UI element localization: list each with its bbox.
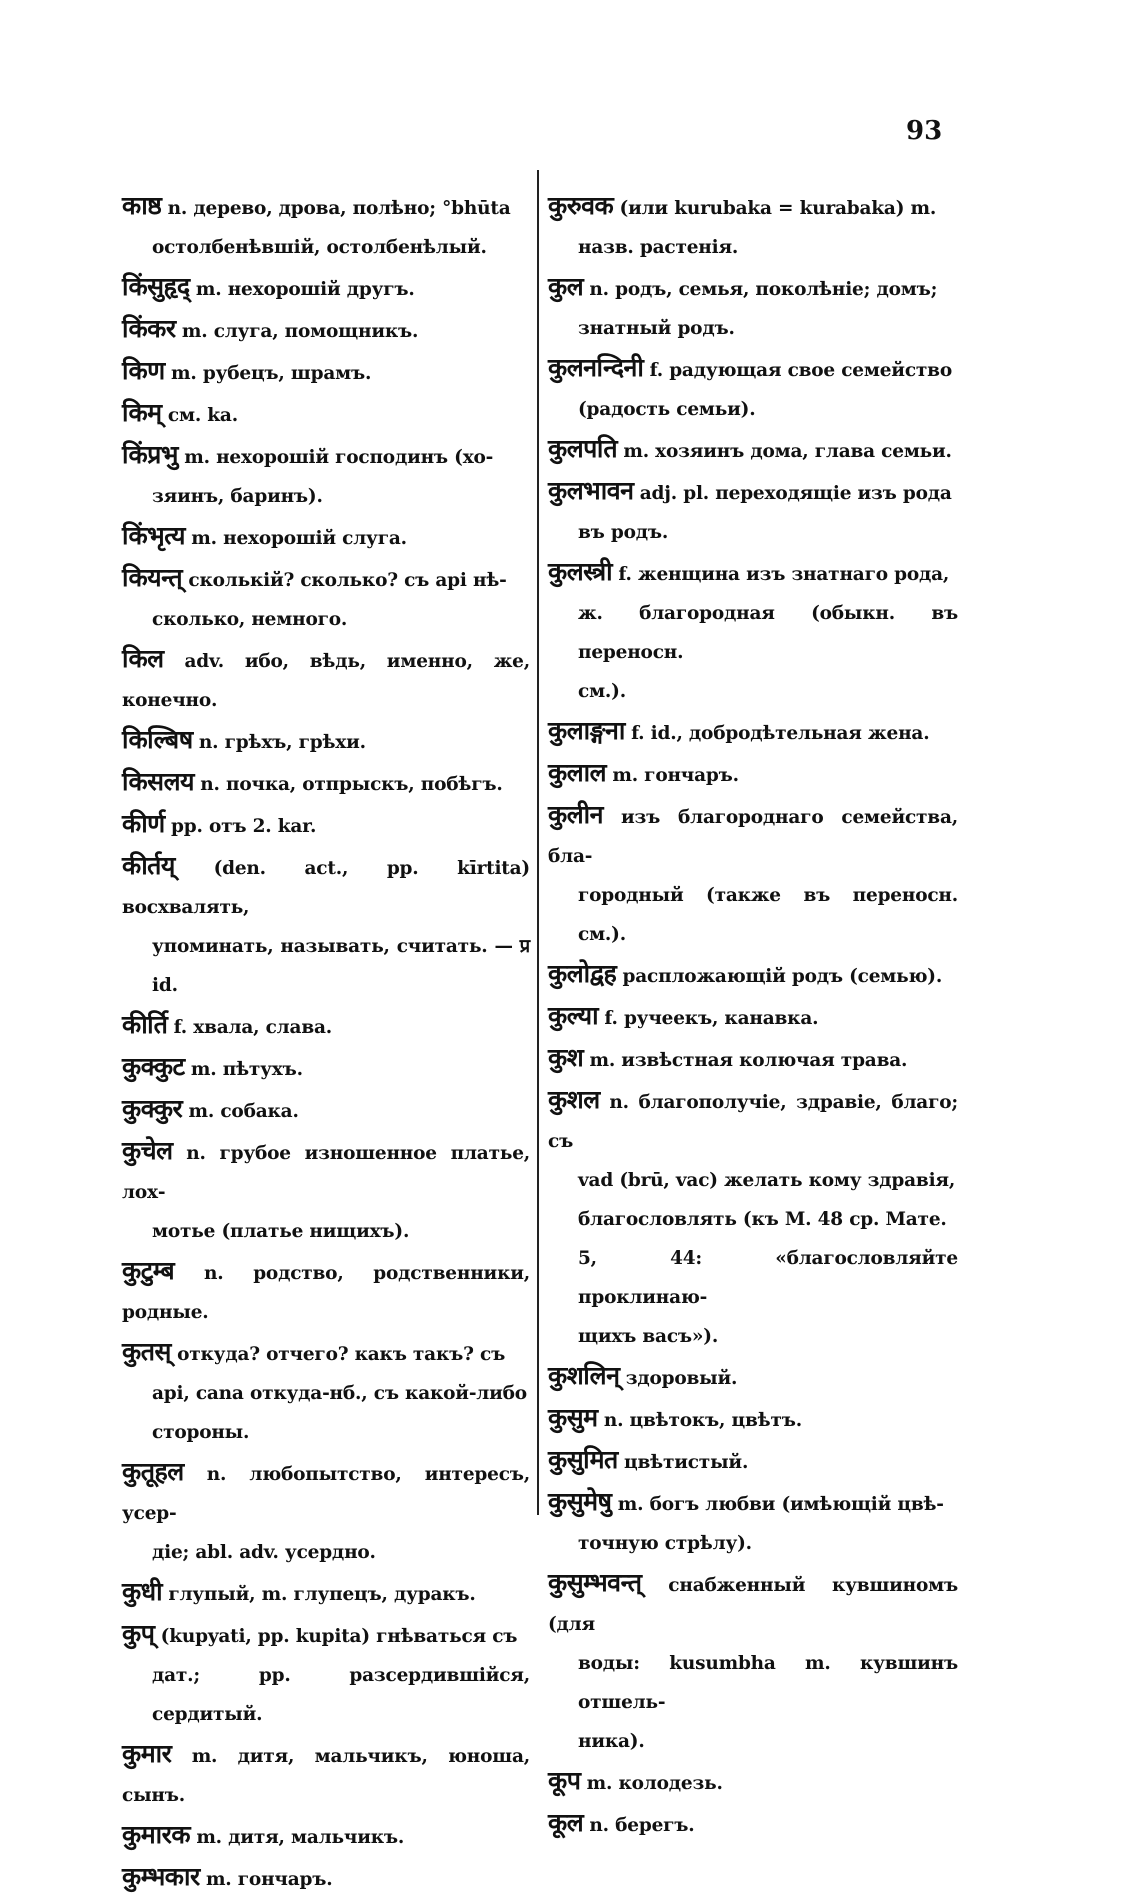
dictionary-entry bbox=[122, 1857, 530, 1899]
dictionary-entry bbox=[548, 1563, 958, 1761]
entry-definition: f. ручеекъ, канавка. bbox=[604, 1008, 819, 1029]
entry-headword: कुलोद्वह bbox=[548, 959, 617, 988]
entry-headword: कुल bbox=[548, 272, 584, 301]
entry-definition: m. извѣстная колючая трава. bbox=[589, 1050, 908, 1071]
entry-headword: कुशलिन् bbox=[548, 1361, 620, 1390]
dictionary-entry bbox=[548, 471, 958, 552]
entry-definition: глупый, m. глупецъ, дуракъ. bbox=[168, 1584, 476, 1605]
entry-definition-continuation: дат.; pp. разсердившійся, сердитый. bbox=[152, 1665, 530, 1725]
entry-headword: कुश bbox=[548, 1043, 584, 1072]
entry-definition-continuation: воды: kusumbha m. кувшинъ отшель- bbox=[578, 1653, 958, 1713]
entry-definition: n. грубое изношенное платье, лох- bbox=[122, 1143, 530, 1203]
entry-definition: f. радующая свое семейство bbox=[649, 360, 952, 381]
entry-definition: m. колодезь. bbox=[586, 1773, 723, 1794]
entry-definition-continuation: см.). bbox=[578, 681, 626, 702]
entry-headword: कूल bbox=[548, 1808, 584, 1837]
entry-headword: कुतस् bbox=[122, 1337, 171, 1366]
dictionary-entry bbox=[122, 1815, 530, 1857]
dictionary-entry bbox=[548, 753, 958, 795]
dictionary-entry bbox=[122, 1131, 530, 1251]
dictionary-entry bbox=[122, 393, 530, 435]
entry-headword: किल्बिष bbox=[122, 725, 193, 754]
dictionary-entry bbox=[548, 996, 958, 1038]
dictionary-entry bbox=[548, 552, 958, 711]
entry-definition: n. грѣхъ, грѣхи. bbox=[198, 732, 366, 753]
column-divider bbox=[537, 170, 539, 1515]
entry-definition: здоровый. bbox=[625, 1368, 738, 1389]
entry-headword: किंभृत्य bbox=[122, 521, 186, 550]
entry-definition: откуда? отчего? какъ такъ? съ bbox=[177, 1344, 506, 1365]
entry-headword: कुरुवक bbox=[548, 191, 614, 220]
entry-headword: कुप् bbox=[122, 1619, 155, 1648]
dictionary-entry bbox=[548, 1761, 958, 1803]
dictionary-entry bbox=[548, 1038, 958, 1080]
entry-definition: снабженный кувшиномъ (для bbox=[548, 1575, 958, 1635]
entry-definition-continuation: назв. растенія. bbox=[578, 237, 739, 258]
entry-definition: f. женщина изъ знатнаго рода, bbox=[618, 564, 950, 585]
entry-definition-continuation: стороны. bbox=[152, 1422, 250, 1443]
entry-headword: कुधी bbox=[122, 1577, 163, 1606]
entry-headword: कीर्तय् bbox=[122, 851, 175, 880]
entry-definition: m. нехорошій другъ. bbox=[195, 279, 415, 300]
dictionary-entry bbox=[548, 1803, 958, 1845]
dictionary-entry bbox=[122, 1332, 530, 1452]
dictionary-entry bbox=[548, 267, 958, 348]
entry-definition: (или kurubaka = kurabaka) m. bbox=[619, 198, 937, 219]
dictionary-entry bbox=[122, 846, 530, 1005]
entry-definition: распложающій родъ (семью). bbox=[622, 966, 943, 987]
entry-headword: कुमार bbox=[122, 1739, 172, 1768]
dictionary-entry bbox=[122, 267, 530, 309]
dictionary-entry bbox=[122, 1572, 530, 1614]
entry-definition: m. слуга, помощникъ. bbox=[181, 321, 419, 342]
entry-headword: कुलनन्दिनी bbox=[548, 353, 644, 382]
dictionary-entry bbox=[122, 762, 530, 804]
entry-definition: n. благополучіе, здравіе, благо; съ bbox=[548, 1092, 958, 1152]
dictionary-entry bbox=[548, 1398, 958, 1440]
entry-headword: कुलाङ्गना bbox=[548, 716, 625, 745]
entry-definition-continuation: 5, 44: «благословляйте проклинаю- bbox=[578, 1248, 958, 1308]
entry-headword: कुल्या bbox=[548, 1001, 599, 1030]
entry-headword: कुशल bbox=[548, 1085, 600, 1114]
entry-definition: n. родъ, семья, поколѣніе; домъ; bbox=[589, 279, 938, 300]
entry-headword: किण bbox=[122, 356, 165, 385]
entry-definition-continuation: упоминать, называть, считать. — प्र id. bbox=[152, 936, 530, 996]
entry-headword: कुसुम bbox=[548, 1403, 598, 1432]
entry-headword: कुचेल bbox=[122, 1136, 173, 1165]
entry-definition-continuation: городный (также въ переносн. см.). bbox=[578, 885, 958, 945]
entry-definition: m. дитя, мальчикъ, юноша, сынъ. bbox=[122, 1746, 530, 1806]
dictionary-entry bbox=[122, 804, 530, 846]
entry-definition: m. богъ любви (имѣющій цвѣ- bbox=[617, 1494, 944, 1515]
entry-headword: कुतूहल bbox=[122, 1457, 184, 1486]
dictionary-entry bbox=[548, 711, 958, 753]
entry-headword: कुलीन bbox=[548, 800, 604, 829]
entry-headword: कुसुमित bbox=[548, 1445, 618, 1474]
dictionary-entry bbox=[548, 954, 958, 996]
entry-definition: сколькій? сколько? съ api нѣ- bbox=[188, 570, 507, 591]
dictionary-entry bbox=[122, 516, 530, 558]
entry-definition-continuation: благословлять (къ M. 48 ср. Мате. bbox=[578, 1209, 947, 1230]
entry-headword: काष्ठ bbox=[122, 191, 162, 220]
entry-headword: कुम्भकार bbox=[122, 1862, 200, 1891]
entry-headword: कुटुम्ब bbox=[122, 1256, 175, 1285]
entry-definition: m. рубецъ, шрамъ. bbox=[171, 363, 372, 384]
dictionary-entry bbox=[122, 1452, 530, 1572]
entry-definition: n. любопытство, интересъ, усер- bbox=[122, 1464, 530, 1524]
entry-headword: कुसुम्भवन्त् bbox=[548, 1568, 642, 1597]
entry-headword: किम् bbox=[122, 398, 162, 427]
dictionary-entry bbox=[122, 435, 530, 516]
entry-headword: कुलस्त्री bbox=[548, 557, 613, 586]
entry-definition-continuation: точную стрѣлу). bbox=[578, 1533, 752, 1554]
dictionary-entry bbox=[122, 351, 530, 393]
entry-definition: n. почка, отпрыскъ, побѣгъ. bbox=[200, 774, 503, 795]
entry-definition: m. нехорошій слуга. bbox=[191, 528, 407, 549]
entry-definition: n. цвѣтокъ, цвѣтъ. bbox=[603, 1410, 802, 1431]
dictionary-entry bbox=[122, 1734, 530, 1815]
entry-headword: कुमारक bbox=[122, 1820, 191, 1849]
entry-headword: कुलाल bbox=[548, 758, 607, 787]
entry-definition: f. id., добродѣтельная жена. bbox=[631, 723, 930, 744]
entry-definition-continuation: діе; abl. adv. усердно. bbox=[152, 1542, 376, 1563]
entry-headword: कुलभावन bbox=[548, 476, 634, 505]
entry-definition: цвѣтистый. bbox=[624, 1452, 749, 1473]
entry-definition: изъ благороднаго семейства, бла- bbox=[548, 807, 958, 867]
entry-definition: см. ka. bbox=[167, 405, 238, 426]
dictionary-entry bbox=[122, 1614, 530, 1734]
dictionary-entry bbox=[122, 1005, 530, 1047]
left-column bbox=[122, 186, 530, 1899]
dictionary-entry bbox=[548, 348, 958, 429]
entry-definition: adv. ибо, вѣдь, именно, же, конечно. bbox=[122, 651, 530, 711]
entry-definition: (kupyati, pp. kupita) гнѣваться съ bbox=[160, 1626, 518, 1647]
entry-definition: n. дерево, дрова, полѣно; °bhūta bbox=[167, 198, 511, 219]
entry-definition: m. гончаръ. bbox=[612, 765, 739, 786]
entry-headword: कुक्कुर bbox=[122, 1094, 183, 1123]
entry-definition: adj. pl. переходящіе изъ рода bbox=[639, 483, 952, 504]
entry-definition: f. хвала, слава. bbox=[173, 1017, 332, 1038]
dictionary-entry bbox=[548, 429, 958, 471]
dictionary-entry bbox=[122, 1089, 530, 1131]
page-number: 93 bbox=[906, 116, 943, 146]
dictionary-entry bbox=[122, 1251, 530, 1332]
dictionary-entry bbox=[548, 1356, 958, 1398]
dictionary-entry bbox=[548, 795, 958, 954]
entry-headword: कुलपति bbox=[548, 434, 618, 463]
entry-headword: किंकर bbox=[122, 314, 176, 343]
entry-headword: कूप bbox=[548, 1766, 581, 1795]
entry-definition: m. хозяинъ дома, глава семьи. bbox=[623, 441, 952, 462]
entry-definition-continuation: щихъ васъ»). bbox=[578, 1326, 719, 1347]
entry-definition-continuation: (радость семьи). bbox=[578, 399, 756, 420]
entry-definition-continuation: vad (brū, vac) желать кому здравія, bbox=[578, 1170, 956, 1191]
dictionary-entry bbox=[122, 720, 530, 762]
entry-definition-continuation: зяинъ, баринъ). bbox=[152, 486, 323, 507]
dictionary-entry bbox=[122, 639, 530, 720]
entry-headword: कीर्ण bbox=[122, 809, 165, 838]
dictionary-entry bbox=[548, 1482, 958, 1563]
dictionary-entry bbox=[122, 1047, 530, 1089]
entry-headword: किंप्रभु bbox=[122, 440, 178, 469]
entry-definition: m. пѣтухъ. bbox=[190, 1059, 303, 1080]
entry-definition: m. нехорошій господинъ (хо- bbox=[184, 447, 494, 468]
entry-definition: pp. отъ 2. kar. bbox=[171, 816, 317, 837]
entry-definition: (den. act., pp. kīrtita) восхвалять, bbox=[122, 858, 530, 918]
right-column bbox=[548, 186, 958, 1845]
dictionary-entry bbox=[548, 186, 958, 267]
entry-definition-continuation: api, cana откуда-нб., съ какой-либо bbox=[152, 1383, 527, 1404]
dictionary-entry bbox=[122, 309, 530, 351]
dictionary-entry bbox=[548, 1440, 958, 1482]
entry-definition: n. берегъ. bbox=[589, 1815, 695, 1836]
dictionary-entry bbox=[122, 186, 530, 267]
entry-headword: किल bbox=[122, 644, 164, 673]
entry-headword: किंसुहृद् bbox=[122, 272, 190, 301]
entry-definition-continuation: въ родъ. bbox=[578, 522, 669, 543]
entry-definition: n. родство, родственники, родные. bbox=[122, 1263, 530, 1323]
dictionary-entry bbox=[122, 558, 530, 639]
entry-headword: कुसुमेषु bbox=[548, 1487, 612, 1516]
entry-definition-continuation: мотье (платье нищихъ). bbox=[152, 1221, 410, 1242]
entry-definition-continuation: ника). bbox=[578, 1731, 645, 1752]
entry-headword: कियन्त् bbox=[122, 563, 183, 592]
entry-headword: किसलय bbox=[122, 767, 195, 796]
entry-headword: कीर्ति bbox=[122, 1010, 168, 1039]
entry-definition: m. собака. bbox=[188, 1101, 299, 1122]
entry-headword: कुक्कुट bbox=[122, 1052, 185, 1081]
entry-definition-continuation: остолбенѣвшій, остолбенѣлый. bbox=[152, 237, 487, 258]
entry-definition-continuation: знатный родъ. bbox=[578, 318, 735, 339]
entry-definition-continuation: ж. благородная (обыкн. въ переносн. bbox=[578, 603, 958, 663]
entry-definition: m. гончаръ. bbox=[205, 1869, 333, 1890]
entry-definition-continuation: сколько, немного. bbox=[152, 609, 348, 630]
dictionary-entry bbox=[548, 1080, 958, 1356]
entry-definition: m. дитя, мальчикъ. bbox=[196, 1827, 405, 1848]
